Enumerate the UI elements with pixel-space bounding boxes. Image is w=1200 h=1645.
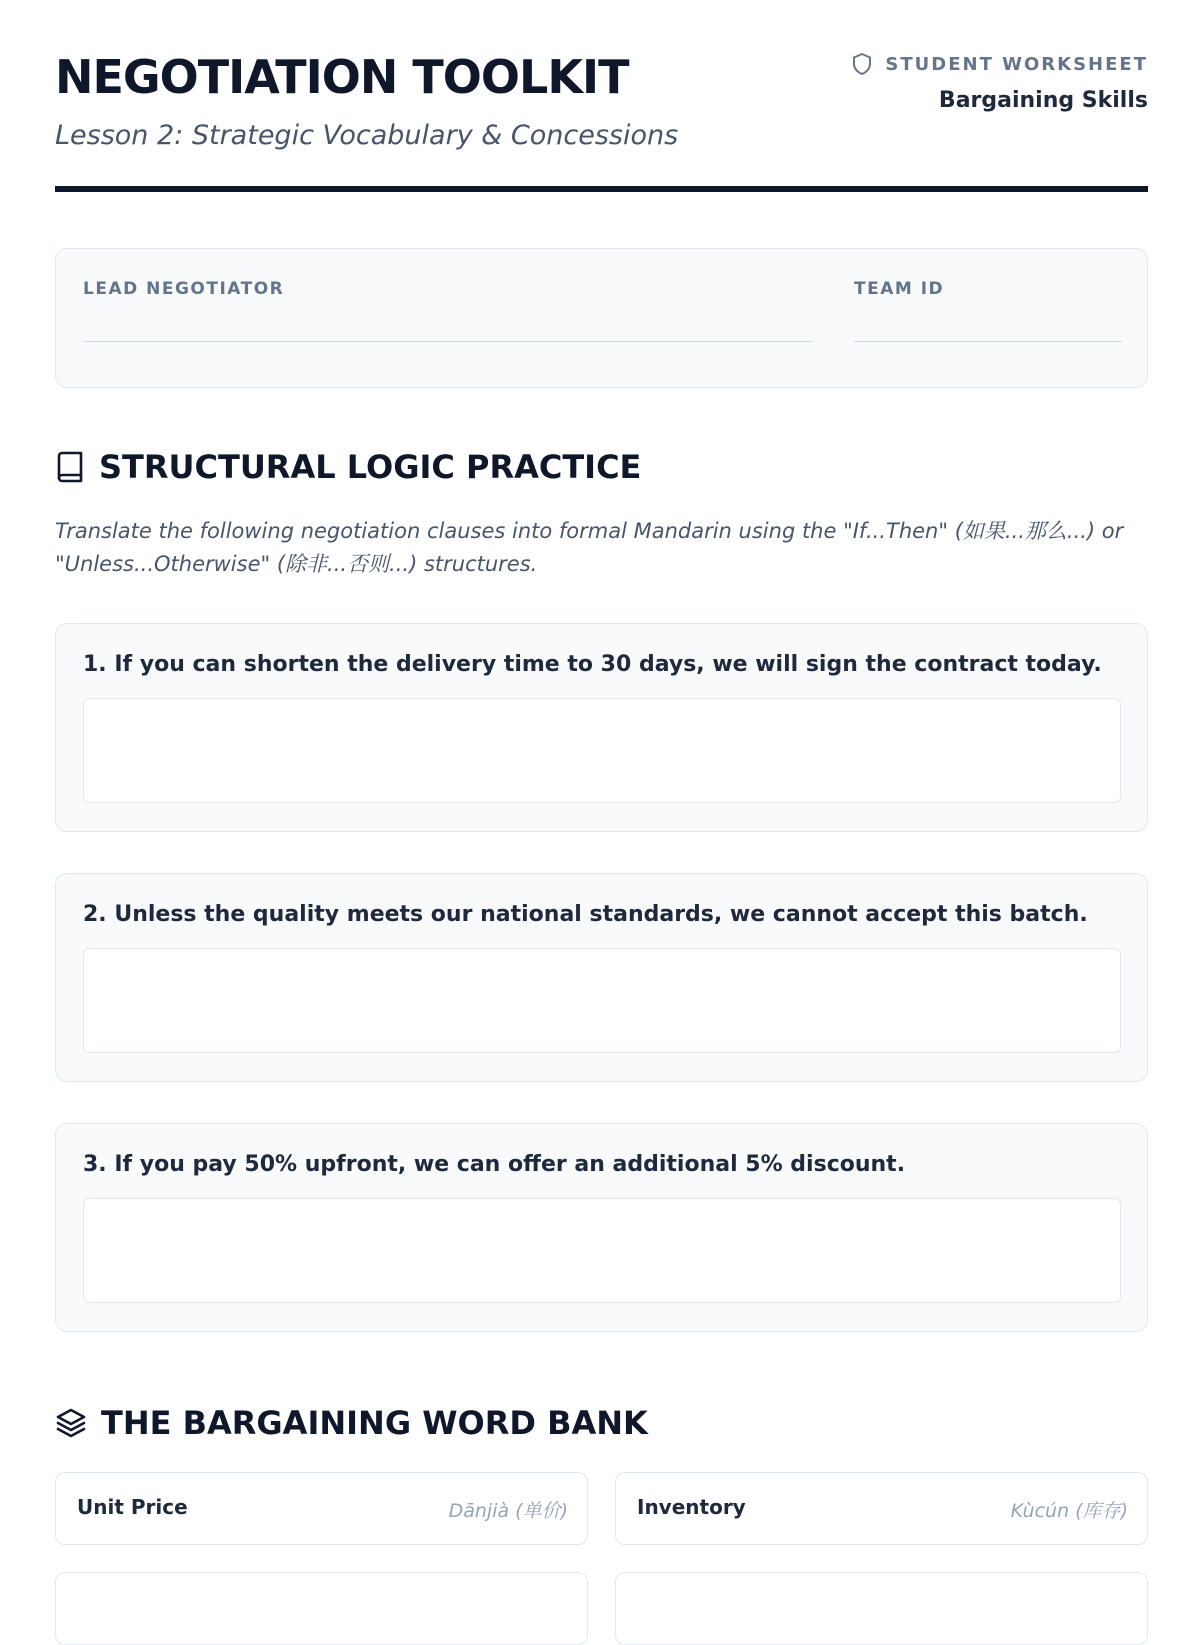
- lead-negotiator-field: [83, 279, 813, 342]
- question-card: [55, 623, 1148, 832]
- word-card: [55, 1572, 588, 1645]
- question-text: 3. If you pay 50% upfront, we can offer an additional 5% discount.: [83, 1152, 906, 1177]
- team-id-label: TEAM ID: [854, 279, 945, 299]
- answer-box[interactable]: [83, 1198, 1121, 1303]
- logic-section-heading: [55, 448, 641, 486]
- question-text: 1. If you can shorten the delivery time to 30 days, we will sign the contract today.: [83, 652, 1102, 677]
- word-bank-title: THE BARGAINING WORD BANK: [101, 1404, 648, 1442]
- logic-instructions: Translate the following negotiation clauses into formal Mandarin using the "If...Then" (如果...那么...) or "Unless...Otherwise" (除非...否则...) structures.: [55, 519, 1124, 576]
- layers-icon: [55, 1407, 87, 1439]
- word-term: Unit Price: [77, 1495, 188, 1519]
- word-card-unit-price: [55, 1472, 588, 1545]
- student-info-panel: [55, 248, 1148, 388]
- word-card-inventory: [615, 1472, 1148, 1545]
- word-pinyin: Kùcún (库存): [1010, 1500, 1128, 1522]
- page-title: NEGOTIATION TOOLKIT: [55, 50, 629, 104]
- book-icon: [55, 451, 85, 483]
- logic-section-title: STRUCTURAL LOGIC PRACTICE: [99, 448, 642, 486]
- team-id-field: [854, 279, 1122, 342]
- shield-icon: [851, 52, 873, 76]
- worksheet-tag-label: STUDENT WORKSHEET: [885, 53, 1148, 75]
- word-card: [615, 1572, 1148, 1645]
- answer-box[interactable]: [83, 948, 1121, 1053]
- lead-negotiator-label: LEAD NEGOTIATOR: [83, 279, 285, 299]
- word-pinyin: Dānjià (单价): [448, 1500, 568, 1522]
- page-subtitle: Lesson 2: Strategic Vocabulary & Concessions: [55, 120, 679, 151]
- worksheet-page: [55, 0, 1148, 1522]
- worksheet-topic: Bargaining Skills: [938, 88, 1148, 113]
- question-text: 2. Unless the quality meets our national standards, we cannot accept this batch.: [83, 902, 1088, 927]
- worksheet-meta: [851, 52, 1148, 113]
- answer-box[interactable]: [83, 698, 1121, 803]
- word-bank-heading: [55, 1404, 648, 1442]
- word-term: Inventory: [637, 1495, 746, 1519]
- question-card: [55, 873, 1148, 1082]
- header-divider: [55, 186, 1148, 192]
- team-id-input[interactable]: [854, 341, 1122, 342]
- worksheet-header: [55, 0, 1148, 195]
- worksheet-tag: [851, 52, 1148, 76]
- lead-negotiator-input[interactable]: [83, 341, 813, 342]
- question-card: [55, 1123, 1148, 1332]
